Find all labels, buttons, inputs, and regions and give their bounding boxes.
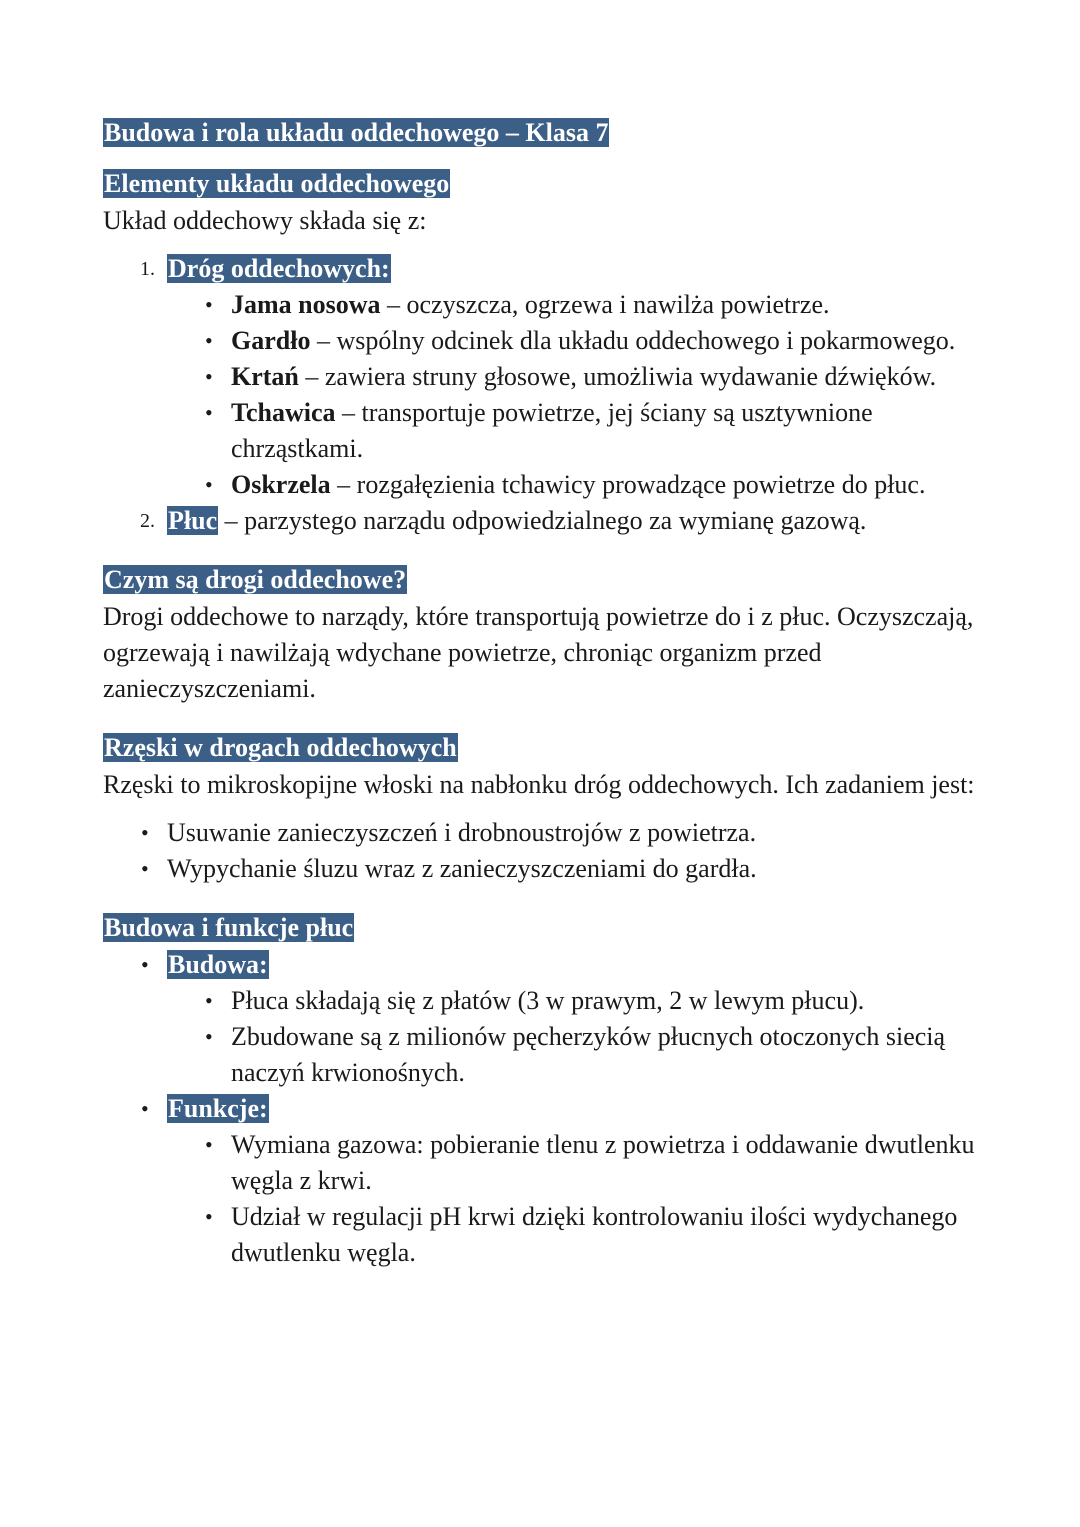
list-item: • Usuwanie zanieczyszczeń i drobnoustrojów z powietrza.: [103, 815, 1003, 851]
list-item: • Wymiana gazowa: pobieranie tlenu z powietrza i oddawanie dwutlenku węgla z krwi.: [167, 1127, 1003, 1199]
document-title-row: [103, 113, 1003, 153]
bullet-icon: •: [141, 1096, 149, 1121]
numbered-list: [103, 251, 1003, 539]
bullet-icon: •: [205, 472, 213, 497]
sublist: [167, 983, 1003, 1091]
section-text: Drogi oddechowe to narządy, które transportują powietrze do i z płuc. Oczyszczają, ogrzewają i nawilżają wdychane powietrze, chroniąc organizm przed zanieczyszczeniami.: [103, 602, 974, 703]
bullet-icon: •: [205, 1204, 213, 1229]
list-item: • Gardło – wspólny odcinek dla układu oddechowego i pokarmowego.: [167, 323, 1003, 359]
bullet-icon: •: [205, 1024, 213, 1049]
list-item: [103, 947, 1003, 1091]
bullet-icon: •: [141, 856, 149, 881]
bullet-list: [103, 947, 1003, 1271]
section-heading-lungs: Budowa i funkcje płuc: [104, 913, 354, 942]
bullet-icon: •: [141, 820, 149, 845]
list-item: • Jama nosowa – oczyszcza, ogrzewa i nawilża powietrze.: [167, 287, 1003, 323]
group-label: Budowa:: [168, 950, 268, 979]
list-item: • Tchawica – transportuje powietrze, jej ściany są usztywnione chrząstkami.: [167, 395, 1003, 467]
list-item: 2. Płuc – parzystego narządu odpowiedzialnego za wymianę gazową.: [103, 503, 1003, 539]
bullet-icon: •: [205, 292, 213, 317]
bullet-icon: •: [205, 328, 213, 353]
section-heading-elements: Elementy układu oddechowego: [104, 169, 450, 198]
section-heading-cilia: Rzęski w drogach oddechowych: [104, 733, 457, 762]
list-item: • Krtań – zawiera struny głosowe, umożliwia wydawanie dźwięków.: [167, 359, 1003, 395]
list-item: [103, 1091, 1003, 1271]
bullet-icon: •: [205, 1132, 213, 1157]
section-intro: Układ oddechowy składa się z:: [103, 206, 427, 235]
list-item-label: Dróg oddechowych:: [168, 254, 390, 283]
list-item: • Płuca składają się z płatów (3 w prawym, 2 w lewym płucu).: [167, 983, 1003, 1019]
bullet-icon: •: [205, 988, 213, 1013]
list-item-label: Płuc: [168, 506, 218, 535]
list-item: • Oskrzela – rozgałęzienia tchawicy prowadzące powietrze do płuc.: [167, 467, 1003, 503]
bullet-icon: •: [205, 364, 213, 389]
group-label: Funkcje:: [168, 1094, 268, 1123]
document-title: Budowa i rola układu oddechowego – Klasa 7: [104, 118, 609, 147]
list-item: • Zbudowane są z milionów pęcherzyków płucnych otoczonych siecią naczyń krwionośnych.: [167, 1019, 1003, 1091]
list-number: 1.: [140, 258, 155, 280]
bullet-icon: •: [205, 400, 213, 425]
bullet-list: [103, 815, 1003, 887]
list-item: [103, 251, 1003, 503]
list-item: • Udział w regulacji pH krwi dzięki kontrolowaniu ilości wydychanego dwutlenku węgla.: [167, 1199, 1003, 1271]
sublist: [167, 287, 1003, 503]
section-text: Rzęski to mikroskopijne włoski na nabłonku dróg oddechowych. Ich zadaniem jest:: [103, 770, 975, 799]
bullet-icon: •: [141, 952, 149, 977]
list-item: • Wypychanie śluzu wraz z zanieczyszczeniami do gardła.: [103, 851, 1003, 887]
document-page: [103, 113, 1003, 1271]
section-heading-airways: Czym są drogi oddechowe?: [104, 565, 407, 594]
sublist: [167, 1127, 1003, 1271]
list-number: 2.: [140, 510, 155, 532]
